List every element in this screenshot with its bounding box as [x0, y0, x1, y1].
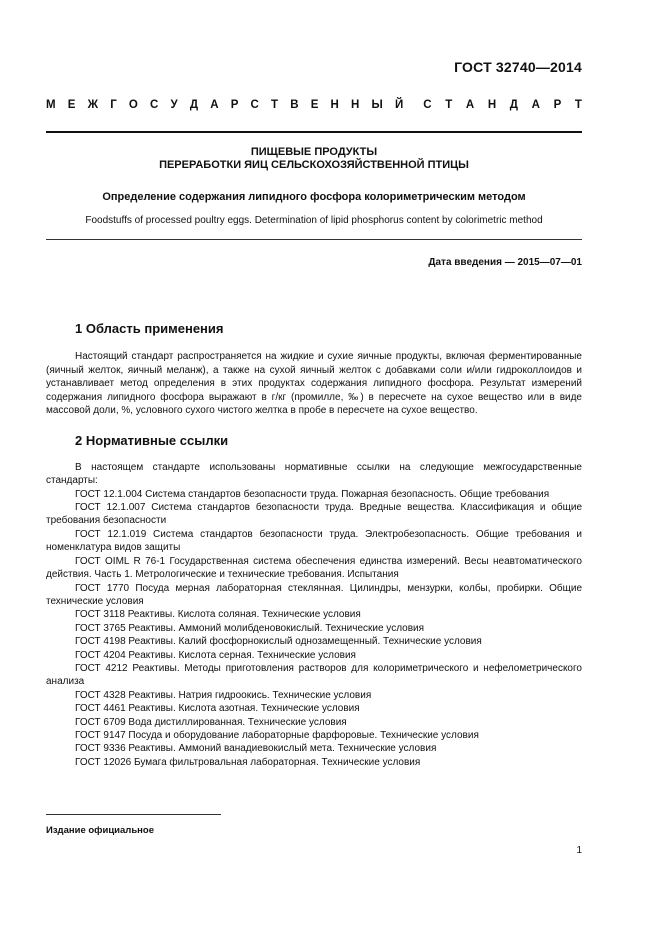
reference-item: ГОСТ 12.1.004 Система стандартов безопасности труда. Пожарная безопасность. Общие требования	[75, 488, 550, 500]
heading-letter: А	[531, 99, 540, 111]
main-content	[46, 322, 582, 769]
heading-letter: У	[170, 99, 178, 111]
reference-item: ГОСТ 12.1.007 Система стандартов безопасности труда. Вредные вещества. Классификация и общие требования безопасности	[46, 502, 582, 527]
interstate-word-1	[46, 99, 403, 111]
heading-letter: С	[150, 99, 159, 111]
title-block	[46, 146, 582, 226]
heading-letter: Е	[310, 99, 319, 111]
reference-item: ГОСТ 6709 Вода дистиллированная. Технические условия	[75, 716, 347, 728]
heading-letter: Г	[110, 99, 117, 111]
reference-item: ГОСТ 12.1.019 Система стандартов безопасности труда. Электробезопасность. Общие требования и номенклатура видов защиты	[46, 528, 582, 554]
reference-item: ГОСТ 4198 Реактивы. Калий фосфорнокислый однозамещенный. Технические условия	[75, 636, 482, 648]
english-title: Foodstuffs of processed poultry eggs. Determination of lipid phosphorus content by colorimetric method	[85, 215, 543, 226]
heading-letter: Н	[330, 99, 339, 111]
section-2-title: 2 Нормативные ссылки	[75, 433, 229, 449]
reference-item: ГОСТ 4204 Реактивы. Кислота серная. Технические условия	[75, 649, 356, 661]
heading-letter: Д	[509, 99, 518, 111]
footer-divider	[46, 814, 221, 815]
section-2-intro: В настоящем стандарте использованы нормативные ссылки на следующие межгосударственные стандарты:	[46, 461, 582, 487]
reference-item: ГОСТ 3118 Реактивы. Кислота соляная. Технические условия	[75, 609, 361, 621]
heading-letter: А	[465, 99, 475, 111]
reference-item: ГОСТ 4212 Реактивы. Методы приготовления растворов для колориметрического и нефелометрического анализа	[46, 662, 582, 688]
edition-note: Издание официальное	[46, 825, 154, 836]
heading-letter: Е	[67, 99, 76, 111]
standard-code: ГОСТ 32740—2014	[454, 59, 582, 75]
title-line-2: ПЕРЕРАБОТКИ ЯИЦ СЕЛЬСКОХОЗЯЙСТВЕННОЙ ПТИЦЫ	[159, 159, 469, 171]
header-divider	[46, 131, 582, 133]
reference-item: ГОСТ 9336 Реактивы. Аммоний ванадиевокислый мета. Технические условия	[75, 743, 437, 755]
reference-item: ГОСТ 3765 Реактивы. Аммоний молибденовокислый. Технические условия	[75, 622, 425, 634]
heading-letter: С	[423, 99, 432, 111]
page-number: 1	[576, 845, 582, 856]
normative-references-list	[46, 488, 582, 770]
reference-item: ГОСТ 4461 Реактивы. Кислота азотная. Технические условия	[75, 703, 360, 715]
heading-letter: Т	[271, 99, 279, 111]
heading-letter: Д	[189, 99, 199, 111]
reference-item: ГОСТ 1770 Посуда мерная лабораторная стеклянная. Цилиндры, мензурки, колбы, пробирки. Общие технические условия	[46, 582, 582, 607]
interstate-standard-heading	[46, 99, 582, 111]
reference-item: ГОСТ 4328 Реактивы. Натрия гидроокись. Технические условия	[75, 689, 372, 701]
reference-item: ГОСТ OIML R 76-1 Государственная система обеспечения единства измерений. Весы неавтоматического действия. Часть 1. Метрологические и технические требования. Испытания	[46, 555, 582, 581]
heading-letter: Н	[351, 99, 360, 111]
title-line-1: ПИЩЕВЫЕ ПРОДУКТЫ	[250, 146, 378, 158]
heading-letter: Й	[394, 99, 404, 111]
heading-letter: Н	[487, 99, 497, 111]
heading-letter: Р	[230, 99, 239, 111]
heading-letter: М	[46, 99, 56, 111]
heading-letter: А	[210, 99, 219, 111]
heading-letter: Р	[553, 99, 562, 111]
reference-item: ГОСТ 12026 Бумага фильтровальная лабораторная. Технические условия	[75, 756, 421, 768]
heading-letter: Т	[574, 99, 582, 111]
heading-letter: С	[250, 99, 259, 111]
heading-letter: Ы	[371, 99, 383, 111]
title-divider	[46, 239, 582, 240]
introduction-date: Дата введения — 2015—07—01	[428, 257, 582, 268]
section-1-text: Настоящий стандарт распространяется на жидкие и сухие яичные продукты, включая ферментированные (яичный желток, яичный меланж), а также на сухой яичный желток с добавками соли и/или гидроколлоидов и устанавливает метод определения в этих продуктах содержания липидного фосфора. Результат измерений содержания липидного фосфора выражают в г/кг (промилле, ‰) в пересчете на сухое вещество или в виде массовой доли, %, условного сухого чистого желтка в пробе в пересчете на сухое вещество.	[46, 351, 582, 417]
reference-item: ГОСТ 9147 Посуда и оборудование лабораторные фарфоровые. Технические условия	[75, 729, 479, 741]
heading-letter: Т	[445, 99, 453, 111]
section-1-title: 1 Область применения	[75, 321, 224, 336]
heading-letter: О	[128, 99, 138, 111]
heading-letter: Ж	[87, 99, 99, 111]
heading-letter: В	[290, 99, 299, 111]
interstate-word-2	[423, 99, 582, 111]
document-subtitle: Определение содержания липидного фосфора колориметрическим методом	[102, 191, 526, 203]
